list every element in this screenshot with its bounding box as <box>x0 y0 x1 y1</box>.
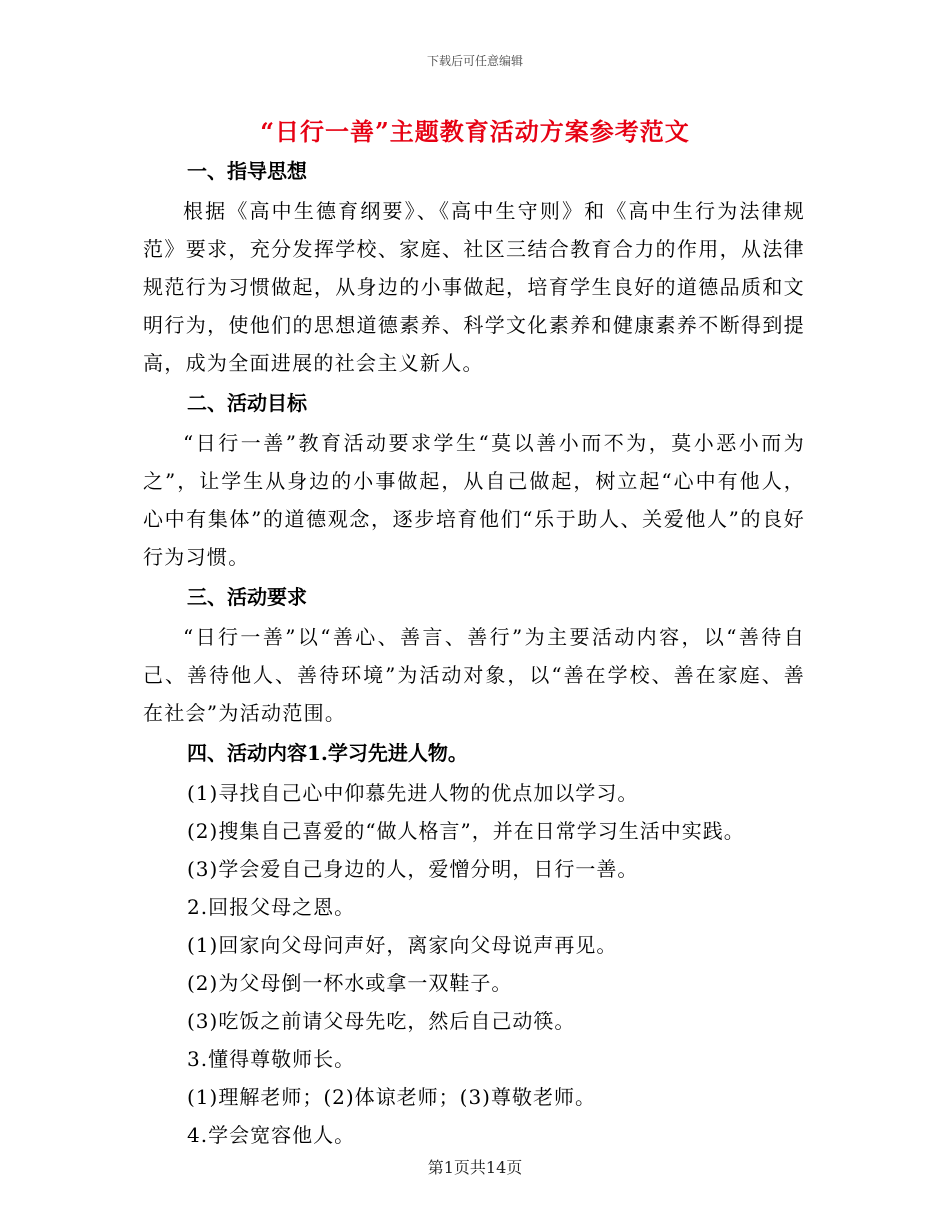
section-heading-activity-content: 四、活动内容1.学习先进人物。 <box>187 741 468 765</box>
section-paragraph-guiding-ideology: 根据《高中生德育纲要》、《高中生守则》和《高中生行为法律规范》要求，充分发挥学校、家庭、社区三结合教育合力的作用，从法律规范行为习惯做起，从身边的小事做起，培育学生良好的道德品质和文明行为，使他们的思想道德素养、科学文化素养和健康素养不断得到提高，成为全面进展的社会主义新人。 <box>143 199 805 375</box>
list-item: (1)理解老师；(2)体谅老师；(3)尊敬老师。 <box>187 1085 596 1109</box>
section-heading-activity-requirements: 三、活动要求 <box>187 585 307 609</box>
list-item: 2.回报父母之恩。 <box>187 895 356 919</box>
section-heading-activity-goals: 二、活动目标 <box>187 391 307 415</box>
list-item: (3)学会爱自己身边的人，爱憎分明，日行一善。 <box>187 857 639 881</box>
section-paragraph-activity-goals: “日行一善”教育活动要求学生“莫以善小而不为，莫小恶小而为之”，让学生从身边的小事做起，从自己做起，树立起“心中有他人，心中有集体”的道德观念，逐步培育他们“乐于助人、关爱他人”的良好行为习惯。 <box>143 431 805 569</box>
list-item: (2)搜集自己喜爱的“做人格言”，并在日常学习生活中实践。 <box>187 819 745 843</box>
list-item: 3.懂得尊敬师长。 <box>187 1047 356 1071</box>
list-item: (1)回家向父母问声好，离家向父母说声再见。 <box>187 933 618 957</box>
document-title: “日行一善”主题教育活动方案参考范文 <box>260 117 690 146</box>
section-paragraph-activity-requirements: “日行一善”以“善心、善言、善行”为主要活动内容，以“善待自己、善待他人、善待环境”为活动对象，以“善在学校、善在家庭、善在社会”为活动范围。 <box>143 625 805 725</box>
list-item: (3)吃饭之前请父母先吃，然后自己动筷。 <box>187 1009 576 1033</box>
section-heading-guiding-ideology: 一、指导思想 <box>187 159 307 183</box>
list-item: (2)为父母倒一杯水或拿一双鞋子。 <box>187 971 513 995</box>
page-number: 第1页共14页 <box>427 1158 523 1177</box>
page-header-note: 下载后可任意编辑 <box>426 54 523 68</box>
list-item: 4.学会宽容他人。 <box>187 1123 356 1147</box>
list-item: (1)寻找自己心中仰慕先进人物的优点加以学习。 <box>187 781 639 805</box>
document-body <box>143 152 805 1154</box>
